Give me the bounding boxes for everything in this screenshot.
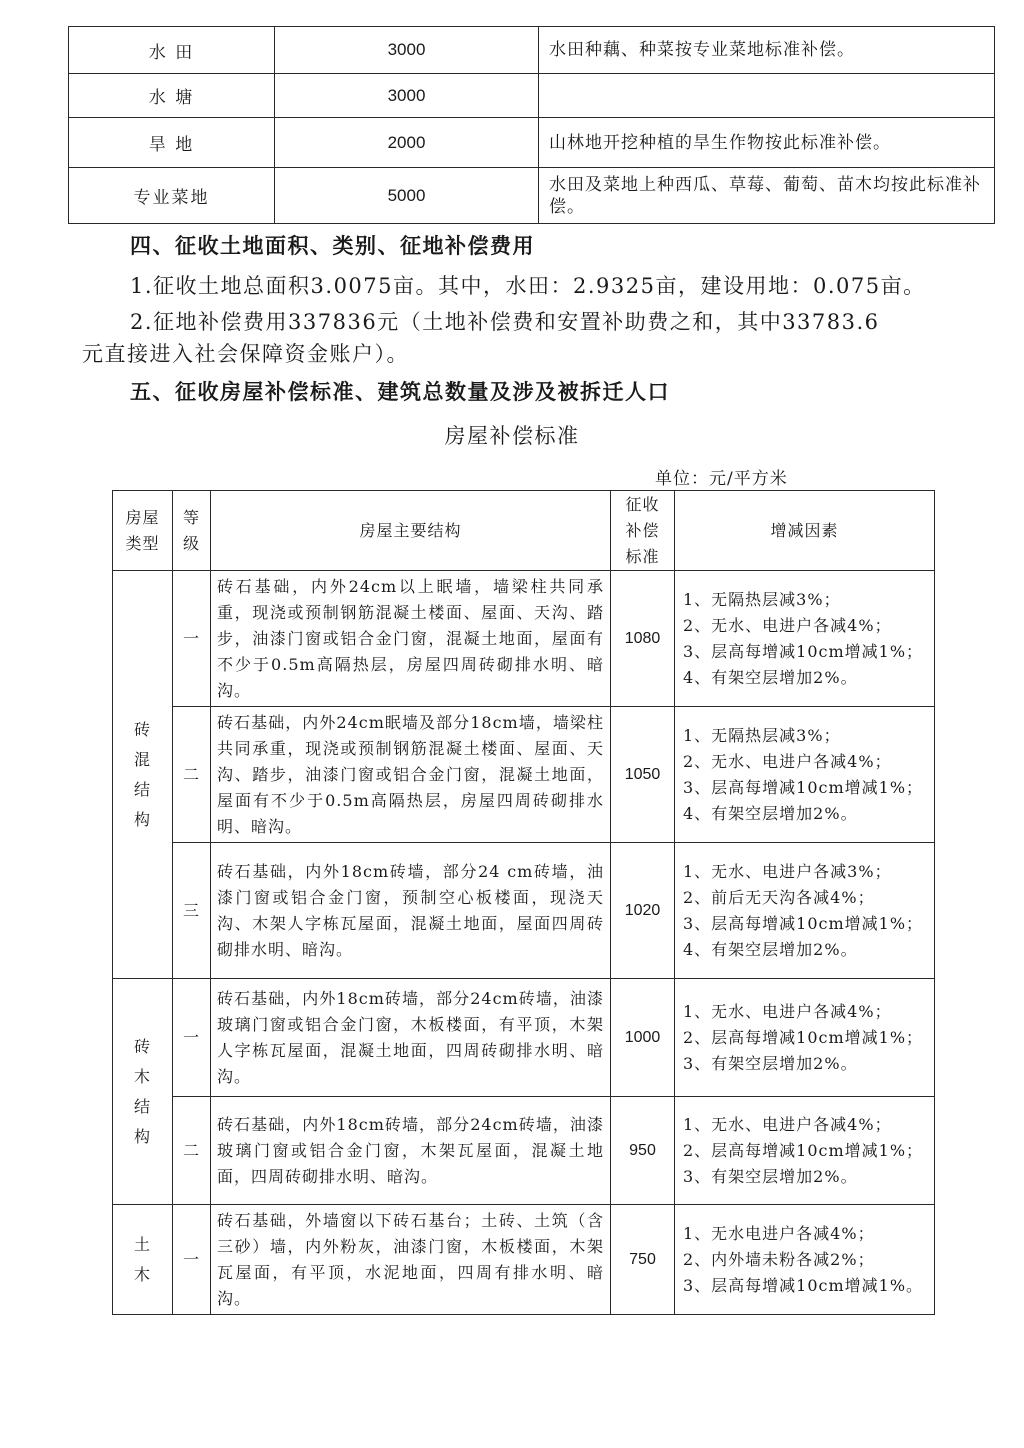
header-factors: 增减因素 xyxy=(675,491,935,571)
grade-cell: 一 xyxy=(173,979,211,1097)
price-cell: 1080 xyxy=(611,571,675,707)
land-compensation-table xyxy=(68,26,995,224)
grade-cell: 二 xyxy=(173,1097,211,1205)
price-cell: 750 xyxy=(611,1205,675,1315)
structure-cell: 砖石基础，内外24cm眠墙及部分18cm墙，墙梁柱共同承重，现浇或预制钢筋混凝土楼面、屋面、天沟、踏步，油漆门窗或铝合金门窗，混凝土地面，屋面有不少于0.5m高隔热层，房屋四周砖砌排水明、暗沟。 xyxy=(211,707,611,843)
section-5-heading: 五、征收房屋补偿标准、建筑总数量及涉及被拆迁人口 xyxy=(130,379,670,404)
table-row xyxy=(69,27,995,74)
land-type-cell: 水 塘 xyxy=(69,74,275,118)
land-amount-cell: 3000 xyxy=(275,74,539,118)
house-table-title: 房屋补偿标准 xyxy=(444,424,580,448)
factors-cell: 1、无隔热层减3%； 2、无水、电进户各减4%； 3、层高每增减10cm增减1%； 4、有架空层增加2%。 xyxy=(675,571,935,707)
section-4-item-2-continued: 元直接进入社会保障资金账户）。 xyxy=(82,342,409,366)
table-row xyxy=(113,571,935,707)
structure-cell: 砖石基础，内外18cm砖墙，部分24cm砖墙，油漆玻璃门窗或铝合金门窗，木板楼面，有平顶，木架人字栋瓦屋面，混凝土地面，四周砖砌排水明、暗沟。 xyxy=(211,979,611,1097)
table-row xyxy=(113,979,935,1097)
category-earth-wood: 土 木 xyxy=(113,1205,173,1315)
factors-cell: 1、无隔热层减3%； 2、无水、电进户各减4%； 3、层高每增减10cm增减1%； 4、有架空层增加2%。 xyxy=(675,707,935,843)
land-note-cell: 水田种藕、种菜按专业菜地标准补偿。 xyxy=(539,27,995,74)
structure-cell: 砖石基础，内外18cm砖墙，部分24 cm砖墙，油漆门窗或铝合金门窗，预制空心板楼面，现浇天沟、木架人字栋瓦屋面，混凝土地面，屋面四周砖砌排水明、暗沟。 xyxy=(211,843,611,979)
section-4-heading: 四、征收土地面积、类别、征地补偿费用 xyxy=(130,233,535,258)
grade-cell: 三 xyxy=(173,843,211,979)
header-house-type: 房屋 类型 xyxy=(113,491,173,571)
land-note-cell xyxy=(539,74,995,118)
header-grade: 等 级 xyxy=(173,491,211,571)
header-structure: 房屋主要结构 xyxy=(211,491,611,571)
factors-cell: 1、无水电进户各减4%； 2、内外墙未粉各减2%； 3、层高每增减10cm增减1%。 xyxy=(675,1205,935,1315)
land-type-cell: 旱 地 xyxy=(69,118,275,168)
section-4-item-1: 1.征收土地总面积3.0075亩。其中，水田：2.9325亩，建设用地：0.075亩。 xyxy=(130,274,926,298)
table-row xyxy=(113,1097,935,1205)
land-type-cell: 专业菜地 xyxy=(69,168,275,224)
factors-cell: 1、无水、电进户各减3%； 2、前后无天沟各减4%； 3、层高每增减10cm增减1%； 4、有架空层增加2%。 xyxy=(675,843,935,979)
structure-cell: 砖石基础，内外24cm以上眠墙，墙梁柱共同承重，现浇或预制钢筋混凝土楼面、屋面、天沟、踏步，油漆门窗或铝合金门窗，混凝土地面，屋面有不少于0.5m高隔热层，房屋四周砖砌排水明、暗沟。 xyxy=(211,571,611,707)
table-header-row xyxy=(113,491,935,571)
table-row xyxy=(113,707,935,843)
table-row xyxy=(69,168,995,224)
price-cell: 1050 xyxy=(611,707,675,843)
structure-cell: 砖石基础，内外18cm砖墙，部分24cm砖墙，油漆玻璃门窗或铝合金门窗，木架瓦屋面，混凝土地面，四周砖砌排水明、暗沟。 xyxy=(211,1097,611,1205)
price-cell: 1000 xyxy=(611,979,675,1097)
table-row xyxy=(113,843,935,979)
house-compensation-table xyxy=(112,490,935,1315)
land-amount-cell: 3000 xyxy=(275,27,539,74)
structure-cell: 砖石基础，外墙窗以下砖石基台；土砖、土筑（含三砂）墙，内外粉灰，油漆门窗，木板楼面，木架瓦屋面，有平顶，水泥地面，四周有排水明、暗沟。 xyxy=(211,1205,611,1315)
table-row xyxy=(69,74,995,118)
category-brick-concrete: 砖 混 结 构 xyxy=(113,571,173,979)
grade-cell: 一 xyxy=(173,571,211,707)
price-cell: 950 xyxy=(611,1097,675,1205)
header-compensation-standard: 征收 补偿 标准 xyxy=(611,491,675,571)
grade-cell: 二 xyxy=(173,707,211,843)
land-amount-cell: 2000 xyxy=(275,118,539,168)
land-amount-cell: 5000 xyxy=(275,168,539,224)
price-cell: 1020 xyxy=(611,843,675,979)
category-brick-wood: 砖 木 结 构 xyxy=(113,979,173,1205)
land-type-cell: 水 田 xyxy=(69,27,275,74)
section-4-item-2: 2.征地补偿费用337836元（土地补偿费和安置补助费之和，其中33783.6 xyxy=(130,310,880,334)
table-row xyxy=(69,118,995,168)
land-note-cell: 山林地开挖种植的旱生作物按此标准补偿。 xyxy=(539,118,995,168)
land-note-cell: 水田及菜地上种西瓜、草莓、葡萄、苗木均按此标准补偿。 xyxy=(539,168,995,224)
unit-label: 单位：元/平方米 xyxy=(655,469,788,489)
table-row xyxy=(113,1205,935,1315)
factors-cell: 1、无水、电进户各减4%； 2、层高每增减10cm增减1%； 3、有架空层增加2%。 xyxy=(675,1097,935,1205)
factors-cell: 1、无水、电进户各减4%； 2、层高每增减10cm增减1%； 3、有架空层增加2%。 xyxy=(675,979,935,1097)
grade-cell: 一 xyxy=(173,1205,211,1315)
